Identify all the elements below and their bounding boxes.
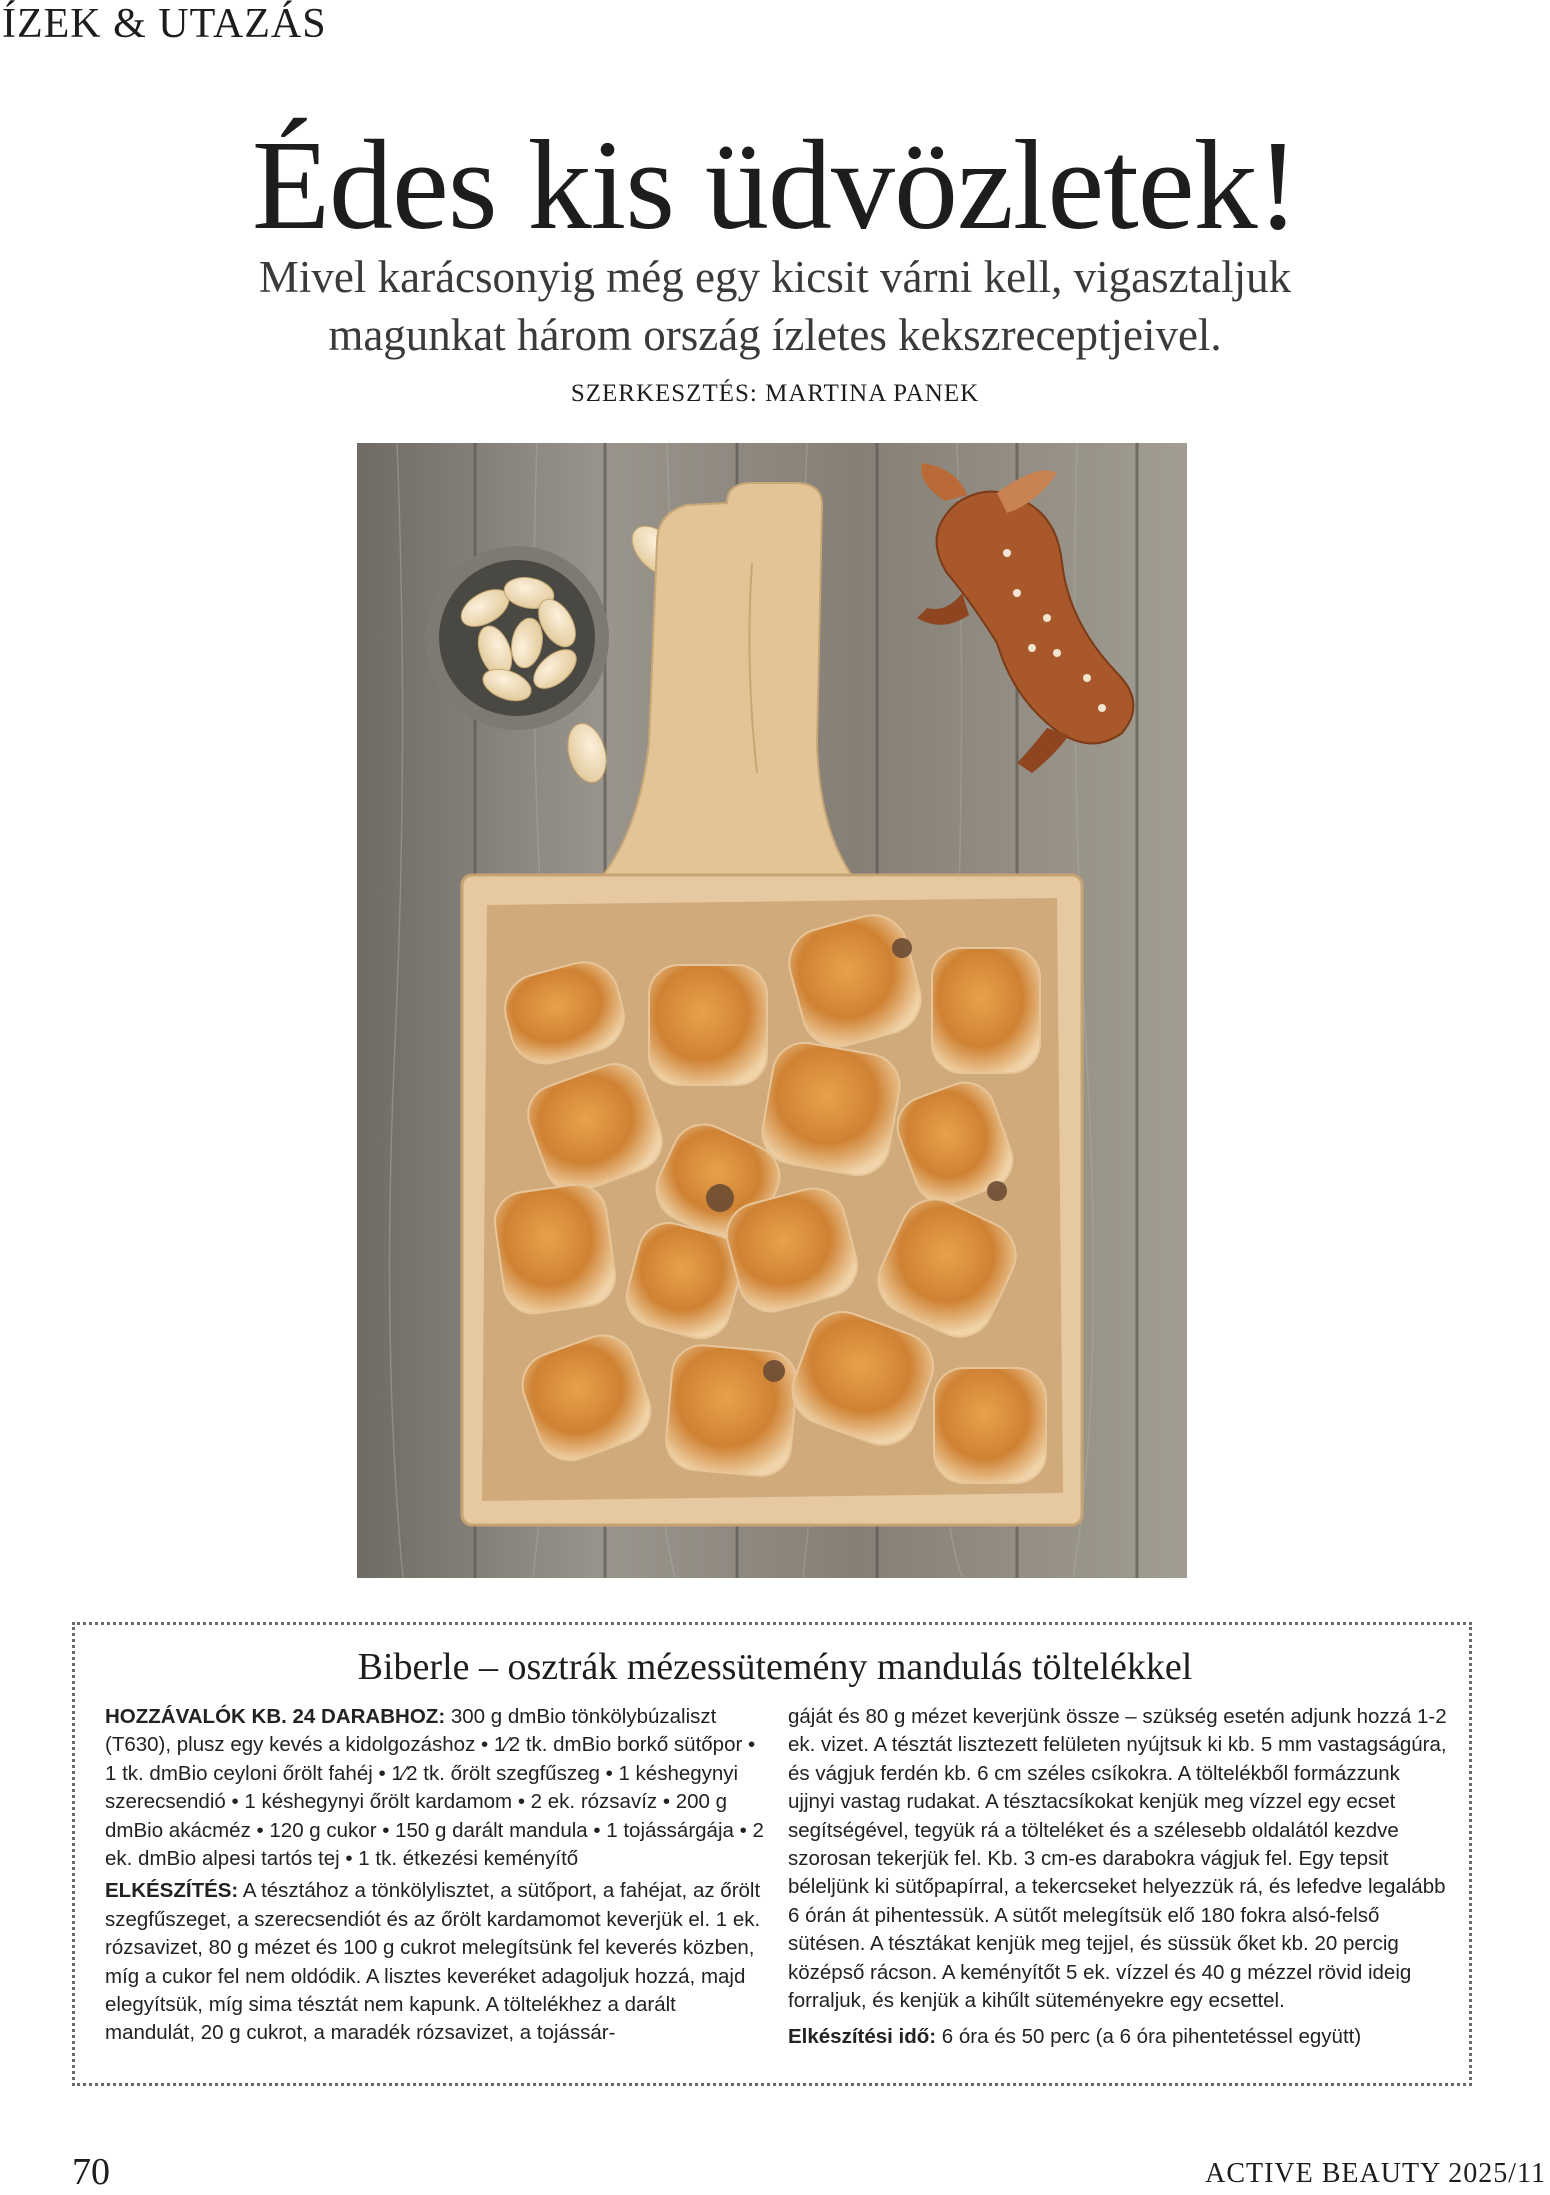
recipe-box: [72, 1622, 1472, 2086]
recipe-title: Biberle – osztrák mézessütemény mandulás töltelékkel: [357, 1646, 1193, 1688]
method-continued: gáját és 80 g mézet keverjünk össze – szükség esetén adjunk hozzá 1-2 ek. vizet. A tésztát lisztezett felületen nyújtsuk ki kb. 5 mm vastagságúra, és vágjuk ferdén kb. 6 cm széles csíkokra. A töltelékből formázzunk ujjnyi vastag rudakat. A tésztacsíkokat kenjük meg vízzel egy ecset segítségével, tegyük rá a tölteléket és a szélesebb oldalától kezdve szorosan tekerjük fel. Kb. 3 cm-es darabokra vágjuk fel. Egy tepsit béleljünk ki sütőpapírral, a tekercseket helyezzük rá, és lefedve legalább 6 órán át pihentessük. A sütőt melegítsük elő 180 fokra alsó-felső sütésen. A tésztákat kenjük meg tejjel, és süssük őket kb. 20 percig középső rácson. A keményítőt 5 ek. vízzel és 40 g mézzel rövid ideig forraljuk, és kenjük a kihűlt süteményekre egy ecsettel.: [788, 1705, 1447, 2013]
biberle-photo: [357, 443, 1187, 1578]
method-label: ELKÉSZÍTÉS:: [105, 1879, 239, 1903]
article-subtitle: [0, 248, 1550, 364]
byline: SZERKESZTÉS: MARTINA PANEK: [570, 380, 980, 407]
time-paragraph: [788, 2023, 1450, 2051]
subtitle-line: magunkat három ország ízletes kekszreceptjeivel.: [328, 310, 1222, 360]
ingredients-paragraph: [105, 1703, 767, 1873]
method-text: A tésztához a tönkölylisztet, a sütőport, a fahéjat, az őrölt szegfűszeget, a szerecsendiót és az őrölt kardamomot keverjük el. 1 ek. rózsavizet, 80 g mézet és 100 g cukrot melegítsünk fel keverés közben, míg a cukor fel nem oldódik. A lisztes keveréket adagoljuk hozzá, majd elegyítsük, míg sima tésztát nem kapunk. A töltelékhez a darált mandulát, 20 g cukrot, a maradék rózsavizet, a tojássár-: [105, 1879, 761, 2045]
recipe-column-right: [788, 1703, 1450, 2056]
time-text: 6 óra és 50 perc (a 6 óra pihentetéssel együtt): [936, 2025, 1362, 2049]
biberle-illustration: [357, 443, 1187, 1578]
article-title: Édes kis üdvözletek!: [251, 114, 1299, 256]
ingredients-text: 300 g dmBio tönkölybúzaliszt (T630), plusz egy kevés a kidolgozáshoz • 1⁄2 tk. dmBio borkő sütőpor • 1 tk. dmBio ceyloni őrölt fahéj • 1⁄2 tk. őrölt szegfűszeg • 1 késhegynyi szerecsendió • 1 késhegynyi őrölt kardamom • 2 ek. rózsavíz • 200 g dmBio akácméz • 120 g cukor • 150 g darált mandula • 1 tojássárgája • 2 ek. dmBio alpesi tartós tej • 1 tk. étkezési keményítő: [105, 1705, 764, 1871]
page-number: 70: [72, 2151, 110, 2193]
magazine-info: ACTIVE BEAUTY 2025/11: [1205, 2158, 1546, 2189]
recipe-column-left: [105, 1703, 767, 2052]
time-label: Elkészítési idő:: [788, 2025, 937, 2049]
ingredients-label: HOZZÁVALÓK KB. 24 DARABHOZ:: [105, 1705, 446, 1728]
section-tag: ÍZEK & UTAZÁS: [2, 1, 327, 47]
method-paragraph: [105, 1877, 767, 2047]
subtitle-line: Mivel karácsonyig még egy kicsit várni kell, vigasztaljuk: [258, 252, 1292, 302]
